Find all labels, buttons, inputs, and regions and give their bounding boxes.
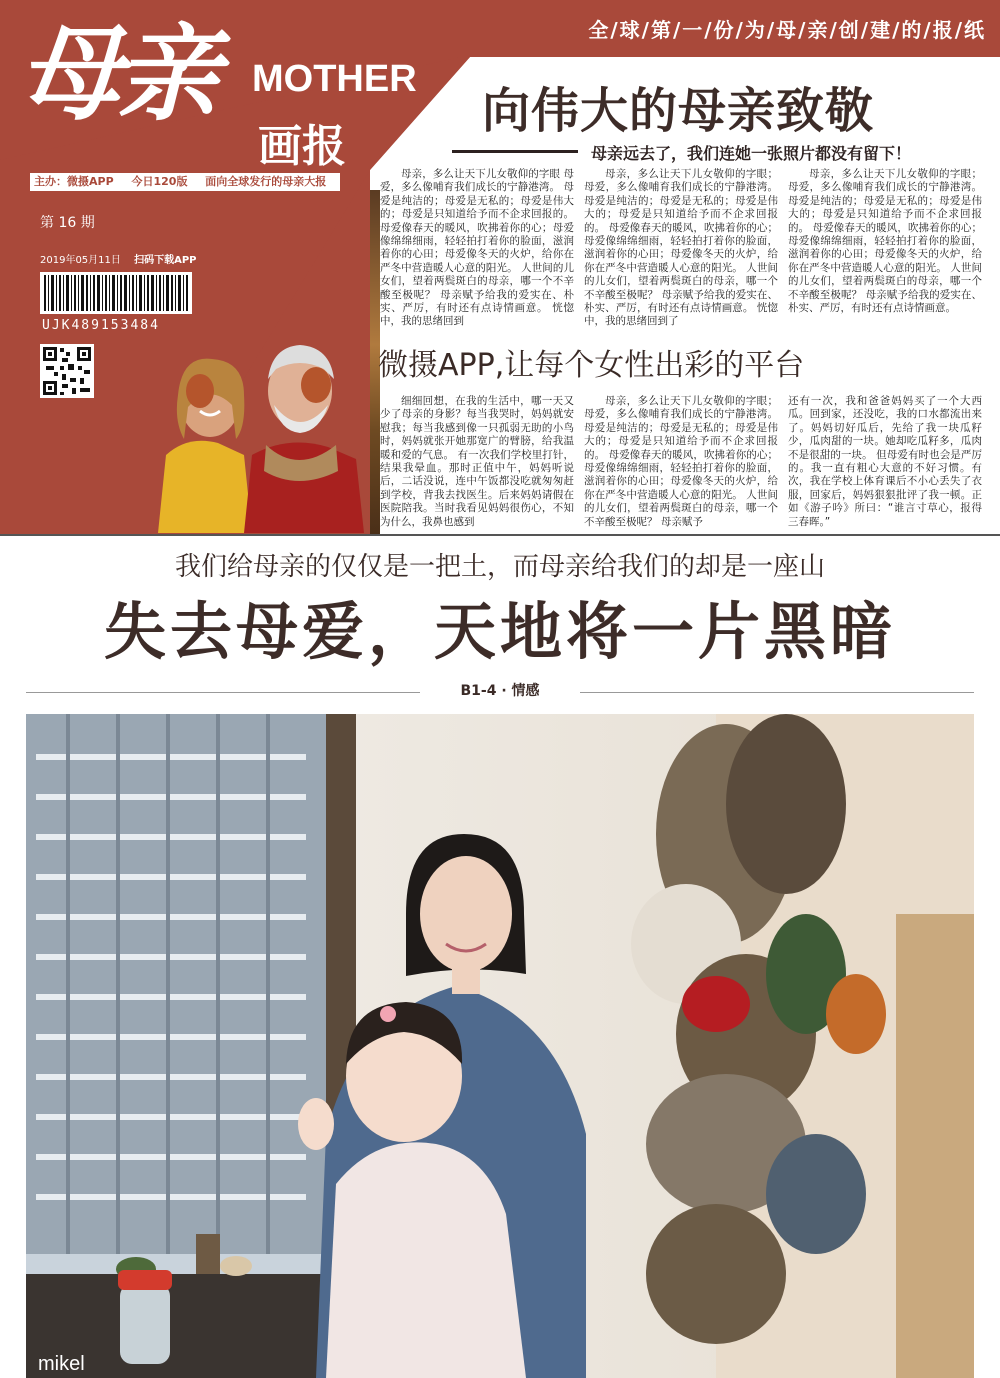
issue-number: 第 16 期 (40, 215, 95, 231)
edition-label: 今日120版 (131, 175, 188, 188)
sponsor-strip (30, 173, 340, 191)
lead-column-3: 母亲，多么让天下儿女敬仰的字眼；母爱，多么像哺育我们成长的宁静港湾。 母爱是纯洁的；母爱是无私的；母爱是伟大的；母爱是只知道给予而不企求回报的。 母爱像春天的暖风，吹拂着你的心；母爱像绵绵细雨，轻轻拍打着你的脸面，滋润着你的心田；母爱像冬天的火炉，给你在严冬中营造暖人心意的阳光。 人世间的儿女们，望着两鬓斑白的母亲，哪一个不辛酸至极呢？ 母亲赋予给我的爱实在、朴实、严厉，有时还有点诗情画意。 (788, 168, 982, 315)
sponsor-label: 主办：微摄APP (34, 175, 114, 188)
slogan: 全/球/第/一/份/为/母/亲/创/建/的/报/纸 (588, 18, 986, 42)
second-column-3: 还有一次，我和爸爸妈妈买了一个大西瓜。回到家，还没吃，我的口水都流出来了。妈妈切好瓜后，先给了我一块瓜籽少，瓜肉甜的一块。她却吃瓜籽多，瓜肉不是很甜的一块。 但母爱有时也会是严厉的。我一直有粗心大意的不好习惯。有次，我在学校上体育课后不小心丢失了衣服，回家后，妈妈狠狠批评了我一顿。正如《游子吟》所曰：“谁言寸草心，报得三春晖。” (788, 395, 982, 528)
issue-date: 2019年05月11日 (40, 255, 121, 266)
lead-subhead: 母亲远去了，我们连她一张照片都没有留下！ (591, 144, 912, 163)
lead-headline: 向伟大的母亲致敬 (482, 83, 875, 139)
barcode-icon (40, 272, 192, 314)
second-column-1: 细细回想，在我的生活中，哪一天又少了母亲的身影？每当我哭时，妈妈就安慰我；每当我感到像一只孤弱无助的小鸟时，妈妈就张开她那宽广的臂膀，给我温暖和爱的气息。 有一次我们学校里打针，结果我晕血。那时正值中午，妈妈听说后，二话没说，连中午饭都没吃就匆匆赶到学校，背我去找医生。后来妈妈请假在医院陪我。当时我看见妈妈很伤心，不知为什么，我鼻也感到 (380, 395, 574, 528)
lead-column-1: 母亲，多么让天下儿女敬仰的字眼 母爱，多么像哺育我们成长的宁静港湾。 母爱是纯洁的；母爱是无私的；母爱是伟大的；母爱是只知道给予而不企求回报的。 母爱像春天的暖风，吹拂着你的心；母爱像绵绵细雨，轻轻拍打着你的脸面，滋润着你的心田；母爱像冬天的火炉，给你在严冬中营造暖人心意的阳光。 人世间的儿女们，望着两鬓斑白的母亲，哪一个不辛酸至极呢？ 母亲赋予给我的爱实在、朴实、严厉，有时还有点诗情画意。 恍惚中，我的思绪回到 (380, 168, 574, 328)
logo-english: MOTHER (252, 58, 417, 100)
section-divider (0, 534, 1000, 536)
qr-code-icon (40, 344, 94, 398)
photo-watermark: mikel (38, 1353, 85, 1375)
elderly-couple-photo (148, 335, 374, 533)
mother-and-baby-photo (26, 714, 974, 1378)
dateline (40, 251, 197, 266)
lead-column-2: 母亲，多么让天下儿女敬仰的字眼；母爱，多么像哺育我们成长的宁静港湾。 母爱是纯洁的；母爱是无私的；母爱是伟大的；母爱是只知道给予而不企求回报的。 母爱像春天的暖风，吹拂着你的心；母爱像绵绵细雨，轻轻拍打着你的脸面，滋润着你的心田；母爱像冬天的火炉，给你在严冬中营造暖人心意的阳光。 人世间的儿女们，望着两鬓斑白的母亲，哪一个不辛酸至极呢？ 母亲赋予给我的爱实在、朴实、严厉，有时还有点诗情画意。 恍惚中，我的思绪回到了 (584, 168, 778, 328)
logo-subtitle: 画报 (258, 121, 346, 172)
second-headline: 微摄APP,让每个女性出彩的平台 (378, 348, 805, 383)
second-column-2: 母亲，多么让天下儿女敬仰的字眼；母爱，多么像哺育我们成长的宁静港湾。 母爱是纯洁的；母爱是无私的；母爱是伟大的；母爱是只知道给予而不企求回报的。 母爱像春天的暖风，吹拂着你的心；母爱像绵绵细雨，轻轻拍打着你的脸面，滋润着你的心田；母爱像冬天的火炉，给你在严冬中营造暖人心意的阳光。 人世间的儿女们，望着两鬓斑白的母亲，哪一个不辛酸至极呢？ 母亲赋予 (584, 395, 778, 528)
logo-chinese: 母亲 (18, 12, 215, 135)
audience-label: 面向全球发行的母亲大报 (205, 175, 327, 188)
section-label: B1-4 · 情感 (460, 683, 540, 699)
subhead-rule (452, 150, 578, 153)
section-rule-right (580, 692, 974, 693)
barcode-number: UJK489153484 (42, 318, 160, 333)
feature-tagline: 我们给母亲的仅仅是一把土，而母亲给我们的却是一座山 (174, 552, 825, 582)
feature-headline: 失去母爱，天地将一片黑暗 (103, 595, 896, 668)
scan-download-label: 扫码下载APP (134, 255, 197, 266)
